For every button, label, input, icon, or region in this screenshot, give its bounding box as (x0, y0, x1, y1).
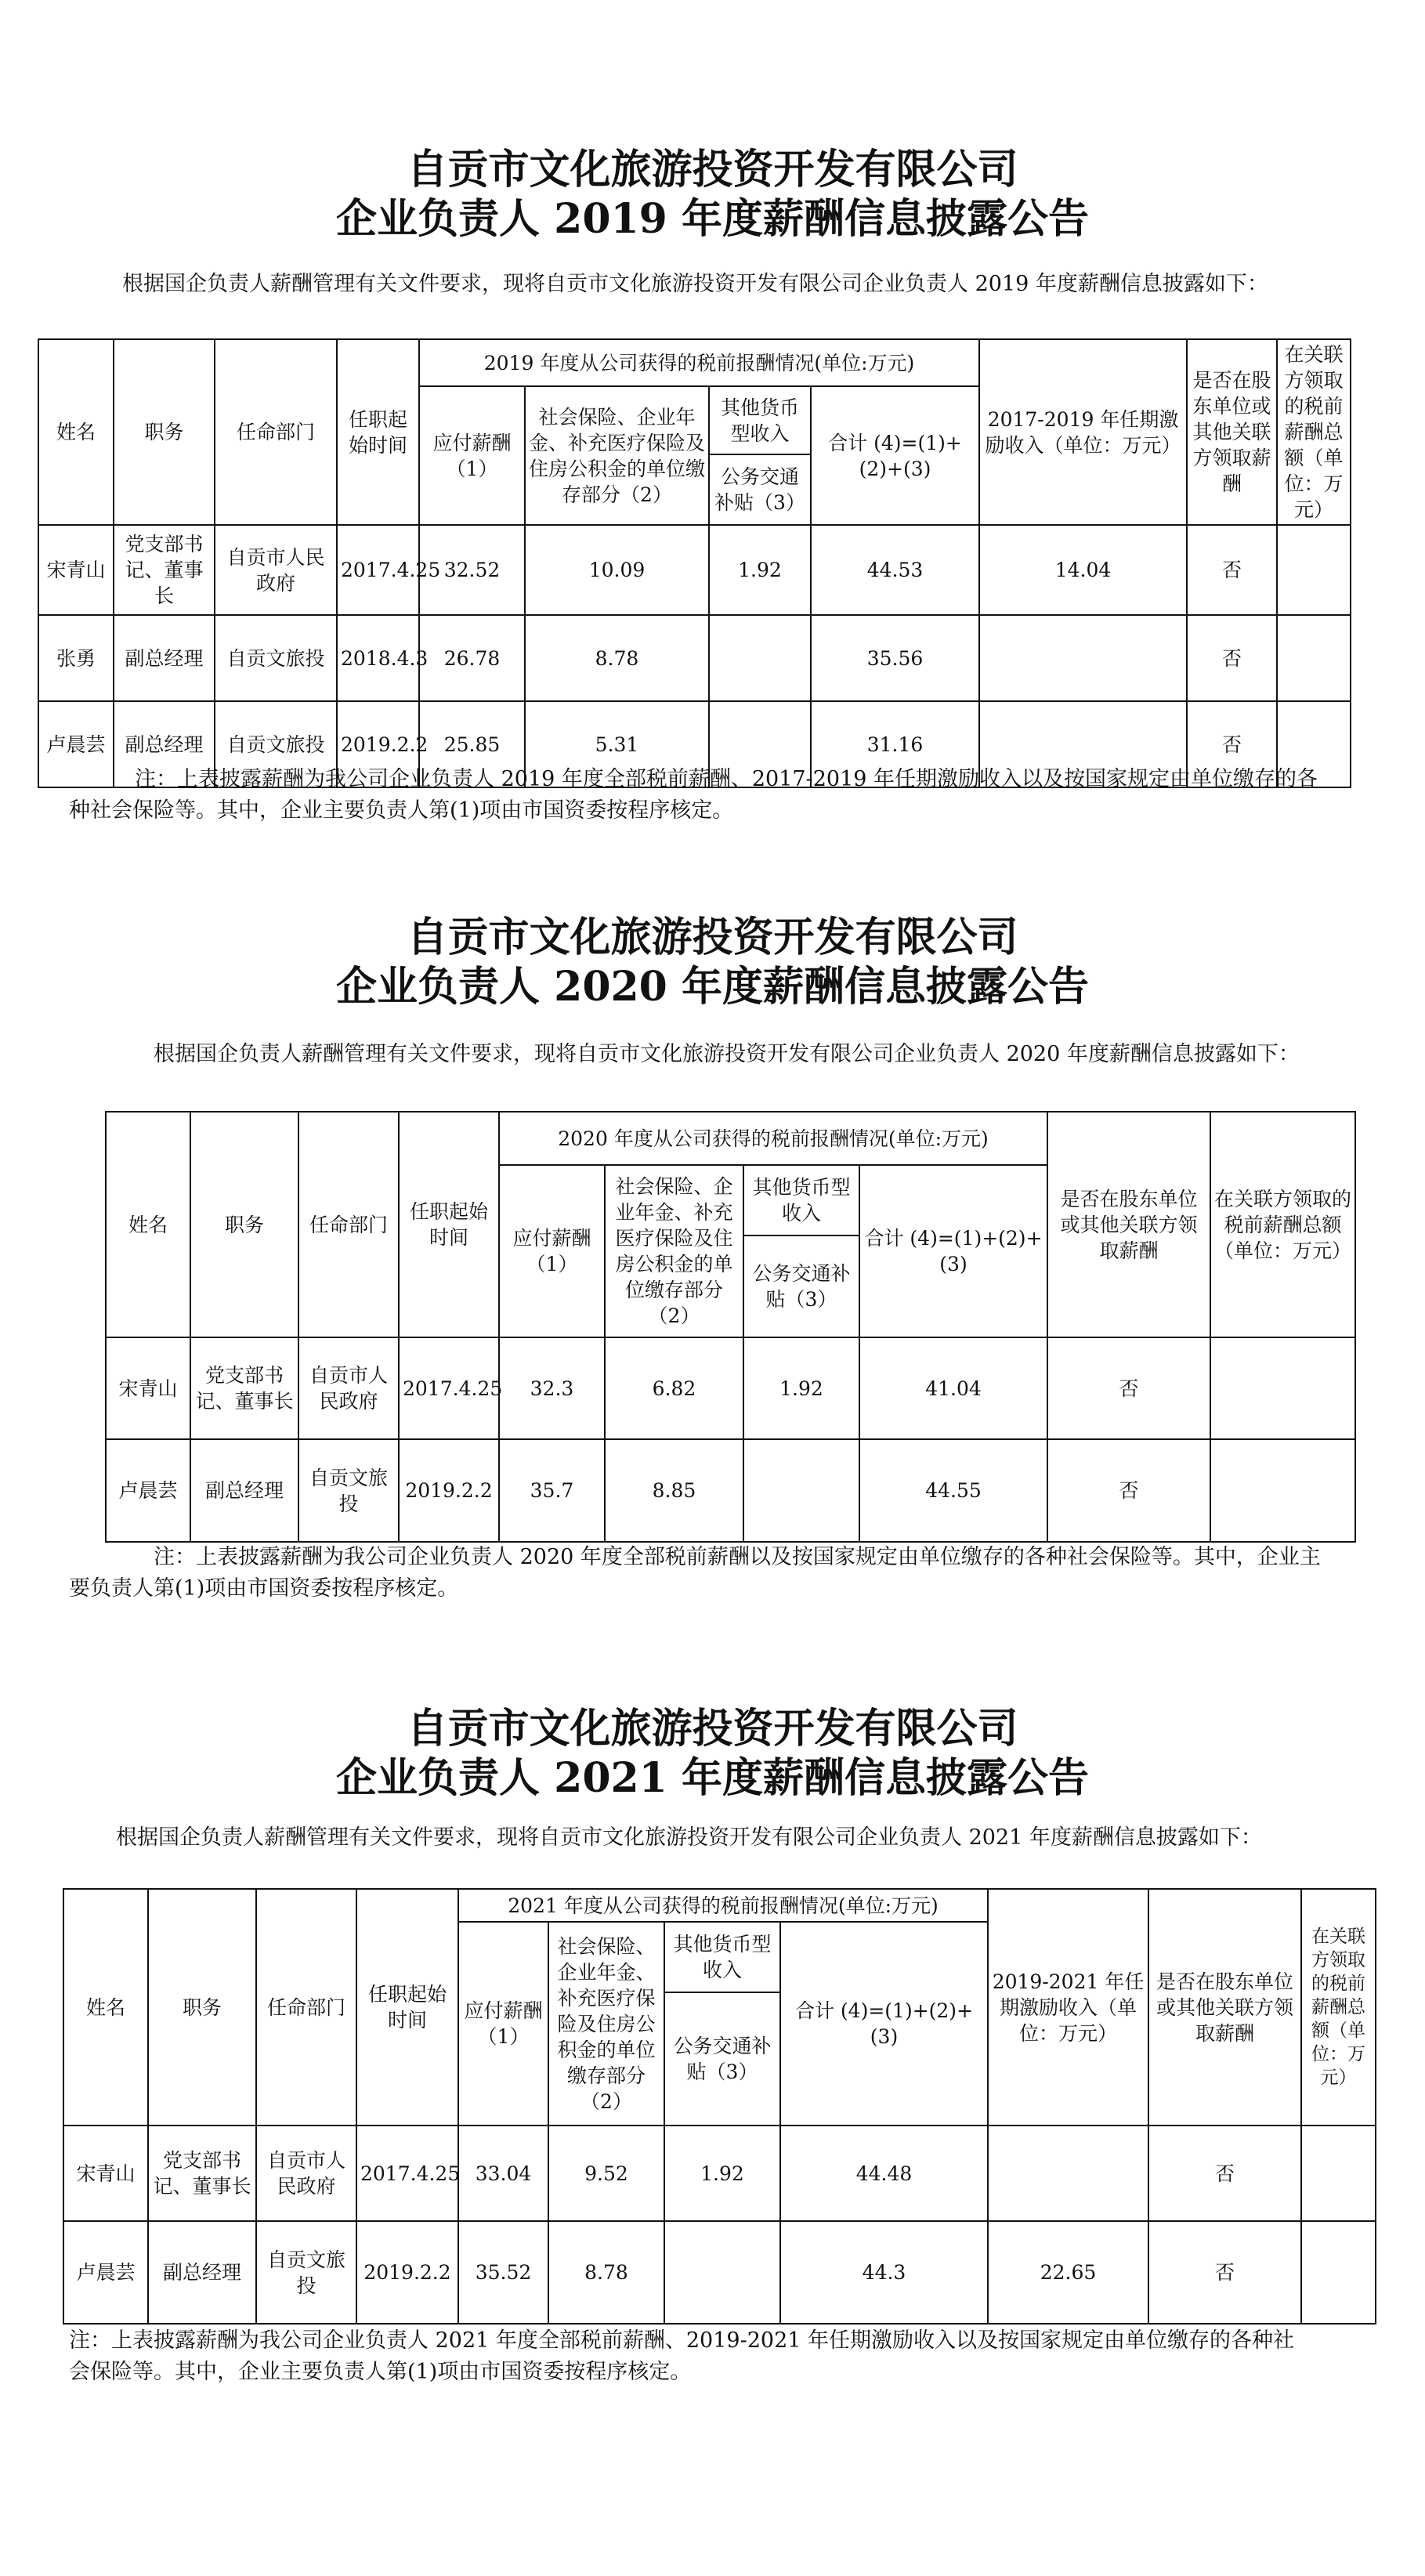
cell-related: 否 (1187, 525, 1277, 615)
cell-social: 8.85 (605, 1439, 743, 1542)
cell-related-amount (1210, 1439, 1355, 1542)
note-2021: 注：上表披露薪酬为我公司企业负责人 2021 年度全部税前薪酬、2019-2021 年任期激励收入以及按国家规定由单位缴存的各种社会保险等。其中，企业主要负责人第(1)项由市国资委按程序核定。 (69, 2328, 1295, 2384)
cell-name: 宋青山 (63, 2126, 148, 2221)
header-related: 是否在股东单位或其他关联方领取薪酬 (1047, 1112, 1210, 1337)
header-other-group: 其他货币型收入 (743, 1165, 859, 1236)
cell-total: 44.48 (780, 2126, 988, 2221)
header-position: 职务 (148, 1889, 256, 2126)
cell-related-amount (1301, 2221, 1376, 2324)
cell-total: 31.16 (811, 701, 979, 787)
cell-total: 41.04 (859, 1337, 1047, 1439)
cell-start: 2017.4.25 (356, 2126, 458, 2221)
cell-start: 2018.4.3 (337, 615, 419, 701)
cell-related-amount (1301, 2126, 1376, 2221)
title-2019-heading: 企业负责人 2019 年度薪酬信息披露公告 (336, 195, 1089, 243)
header-name: 姓名 (106, 1112, 190, 1337)
note-2020: 注：上表披露薪酬为我公司企业负责人 2020 年度全部税前薪酬以及按国家规定由单位缴存的各种社会保险等。其中，企业主要负责人第(1)项由市国资委按程序核定。 (69, 1545, 1321, 1601)
cell-pay: 35.52 (458, 2221, 548, 2324)
cell-transport (664, 2221, 780, 2324)
cell-incentive (988, 2126, 1148, 2221)
header-social: 社会保险、企业年金、补充医疗保险及住房公积金的单位缴存部分（2） (525, 386, 709, 525)
header-transport: 公务交通补贴（3） (709, 454, 811, 525)
cell-dept: 自贡市人民政府 (215, 525, 337, 615)
header-other-group: 其他货币型收入 (664, 1922, 780, 1992)
cell-dept: 自贡文旅投 (215, 615, 337, 701)
header-group: 2020 年度从公司获得的税前报酬情况(单位:万元) (499, 1112, 1047, 1165)
cell-social: 9.52 (548, 2126, 664, 2221)
note-2019: 注：上表披露薪酬为我公司企业负责人 2019 年度全部税前薪酬、2017-2019 年任期激励收入以及按国家规定由单位缴存的各种社会保险等。其中，企业主要负责人第(1)项由市国资委按程序核定。 (69, 767, 1318, 823)
header-total: 合计 (4)=(1)+(2)+(3) (780, 1922, 988, 2126)
cell-position: 副总经理 (114, 701, 215, 787)
cell-social: 6.82 (605, 1337, 743, 1439)
cell-related-amount (1277, 615, 1351, 701)
title-2021-heading: 企业负责人 2021 年度薪酬信息披露公告 (336, 1754, 1089, 1802)
cell-total: 44.3 (780, 2221, 988, 2324)
cell-transport: 1.92 (743, 1337, 859, 1439)
intro-2020: 根据国企负责人薪酬管理有关文件要求，现将自贡市文化旅游投资开发有限公司企业负责人 2020 年度薪酬信息披露如下： (154, 1042, 1300, 1066)
cell-social: 10.09 (525, 525, 709, 615)
cell-dept: 自贡文旅投 (298, 1439, 399, 1542)
title-2020-heading: 企业负责人 2020 年度薪酬信息披露公告 (336, 963, 1089, 1011)
cell-incentive (979, 615, 1187, 701)
cell-incentive: 22.65 (988, 2221, 1148, 2324)
cell-social: 8.78 (525, 615, 709, 701)
cell-name: 卢晨芸 (106, 1439, 190, 1542)
cell-position: 党支部书记、董事长 (190, 1337, 298, 1439)
cell-transport (709, 615, 811, 701)
header-social: 社会保险、企业年金、补充医疗保险及住房公积金的单位缴存部分（2） (605, 1165, 743, 1337)
header-group: 2021 年度从公司获得的税前报酬情况(单位:万元) (458, 1889, 988, 1922)
title-2021-company: 自贡市文化旅游投资开发有限公司 (407, 1705, 1018, 1753)
cell-dept: 自贡市人民政府 (298, 1337, 399, 1439)
header-group: 2019 年度从公司获得的税前报酬情况(单位:万元) (419, 339, 979, 386)
header-dept: 任命部门 (298, 1112, 399, 1337)
header-pay: 应付薪酬（1） (499, 1165, 605, 1337)
header-related-amount: 在关联方领取的税前薪酬总额（单位：万元） (1277, 339, 1351, 525)
cell-related-amount (1277, 525, 1351, 615)
header-dept: 任命部门 (215, 339, 337, 525)
cell-start: 2019.2.2 (399, 1439, 499, 1542)
cell-name: 卢晨芸 (63, 2221, 148, 2324)
table-row (38, 615, 1351, 701)
cell-transport: 1.92 (664, 2126, 780, 2221)
cell-related: 否 (1047, 1439, 1210, 1542)
header-name: 姓名 (63, 1889, 148, 2126)
cell-position: 副总经理 (114, 615, 215, 701)
header-related: 是否在股东单位或其他关联方领取薪酬 (1148, 1889, 1301, 2126)
cell-total: 44.55 (859, 1439, 1047, 1542)
cell-name: 宋青山 (38, 525, 114, 615)
table-row (63, 2221, 1376, 2324)
cell-start: 2017.4.25 (337, 525, 419, 615)
header-start: 任职起始时间 (356, 1889, 458, 2126)
header-total: 合计 (4)=(1)+(2)+(3) (811, 386, 979, 525)
cell-total: 35.56 (811, 615, 979, 701)
cell-pay: 25.85 (419, 701, 525, 787)
cell-transport (743, 1439, 859, 1542)
title-2019-company: 自贡市文化旅游投资开发有限公司 (407, 146, 1018, 194)
table-row (38, 525, 1351, 615)
salary-table-2019 (38, 338, 1351, 788)
table-row (63, 2126, 1376, 2221)
cell-name: 卢晨芸 (38, 701, 114, 787)
header-transport: 公务交通补贴（3） (743, 1236, 859, 1337)
header-incentive: 2017-2019 年任期激励收入（单位：万元） (979, 339, 1187, 525)
cell-start: 2017.4.25 (399, 1337, 499, 1439)
header-position: 职务 (114, 339, 215, 525)
header-total: 合计 (4)=(1)+(2)+(3) (859, 1165, 1047, 1337)
cell-related: 否 (1148, 2126, 1301, 2221)
cell-related-amount (1210, 1337, 1355, 1439)
header-pay: 应付薪酬（1） (419, 386, 525, 525)
cell-dept: 自贡文旅投 (256, 2221, 356, 2324)
title-2020-company: 自贡市文化旅游投资开发有限公司 (407, 914, 1018, 961)
cell-dept: 自贡文旅投 (215, 701, 337, 787)
header-start: 任职起始时间 (399, 1112, 499, 1337)
cell-incentive: 14.04 (979, 525, 1187, 615)
header-incentive: 2019-2021 年任期激励收入（单位：万元） (988, 1889, 1148, 2126)
cell-position: 党支部书记、董事长 (114, 525, 215, 615)
salary-table-2021 (63, 1888, 1376, 2325)
cell-name: 张勇 (38, 615, 114, 701)
header-social: 社会保险、企业年金、补充医疗保险及住房公积金的单位缴存部分（2） (548, 1922, 664, 2126)
table-row (106, 1337, 1355, 1439)
intro-2019: 根据国企负责人薪酬管理有关文件要求，现将自贡市文化旅游投资开发有限公司企业负责人 2019 年度薪酬信息披露如下： (122, 272, 1268, 296)
cell-social: 5.31 (525, 701, 709, 787)
header-position: 职务 (190, 1112, 298, 1337)
header-other-group: 其他货币型收入 (709, 386, 811, 454)
cell-pay: 33.04 (458, 2126, 548, 2221)
cell-start: 2019.2.2 (356, 2221, 458, 2324)
cell-pay: 26.78 (419, 615, 525, 701)
header-related-amount: 在关联方领取的税前薪酬总额（单位：万元） (1301, 1889, 1376, 2126)
cell-related: 否 (1148, 2221, 1301, 2324)
cell-start: 2019.2.2 (337, 701, 419, 787)
header-name: 姓名 (38, 339, 114, 525)
intro-2021: 根据国企负责人薪酬管理有关文件要求，现将自贡市文化旅游投资开发有限公司企业负责人 2021 年度薪酬信息披露如下： (116, 1825, 1262, 1850)
cell-name: 宋青山 (106, 1337, 190, 1439)
cell-pay: 32.3 (499, 1337, 605, 1439)
cell-pay: 35.7 (499, 1439, 605, 1542)
header-related: 是否在股东单位或其他关联方领取薪酬 (1187, 339, 1277, 525)
cell-related: 否 (1187, 615, 1277, 701)
header-related-amount: 在关联方领取的税前薪酬总额（单位：万元） (1210, 1112, 1355, 1337)
cell-social: 8.78 (548, 2221, 664, 2324)
cell-related: 否 (1187, 701, 1277, 787)
header-dept: 任命部门 (256, 1889, 356, 2126)
cell-position: 党支部书记、董事长 (148, 2126, 256, 2221)
cell-dept: 自贡市人民政府 (256, 2126, 356, 2221)
header-start: 任职起始时间 (337, 339, 419, 525)
cell-related: 否 (1047, 1337, 1210, 1439)
table-row (106, 1439, 1355, 1542)
salary-table-2020 (105, 1111, 1356, 1543)
cell-transport: 1.92 (709, 525, 811, 615)
cell-position: 副总经理 (190, 1439, 298, 1542)
cell-total: 44.53 (811, 525, 979, 615)
header-transport: 公务交通补贴（3） (664, 1992, 780, 2126)
header-pay: 应付薪酬（1） (458, 1922, 548, 2126)
cell-position: 副总经理 (148, 2221, 256, 2324)
cell-pay: 32.52 (419, 525, 525, 615)
